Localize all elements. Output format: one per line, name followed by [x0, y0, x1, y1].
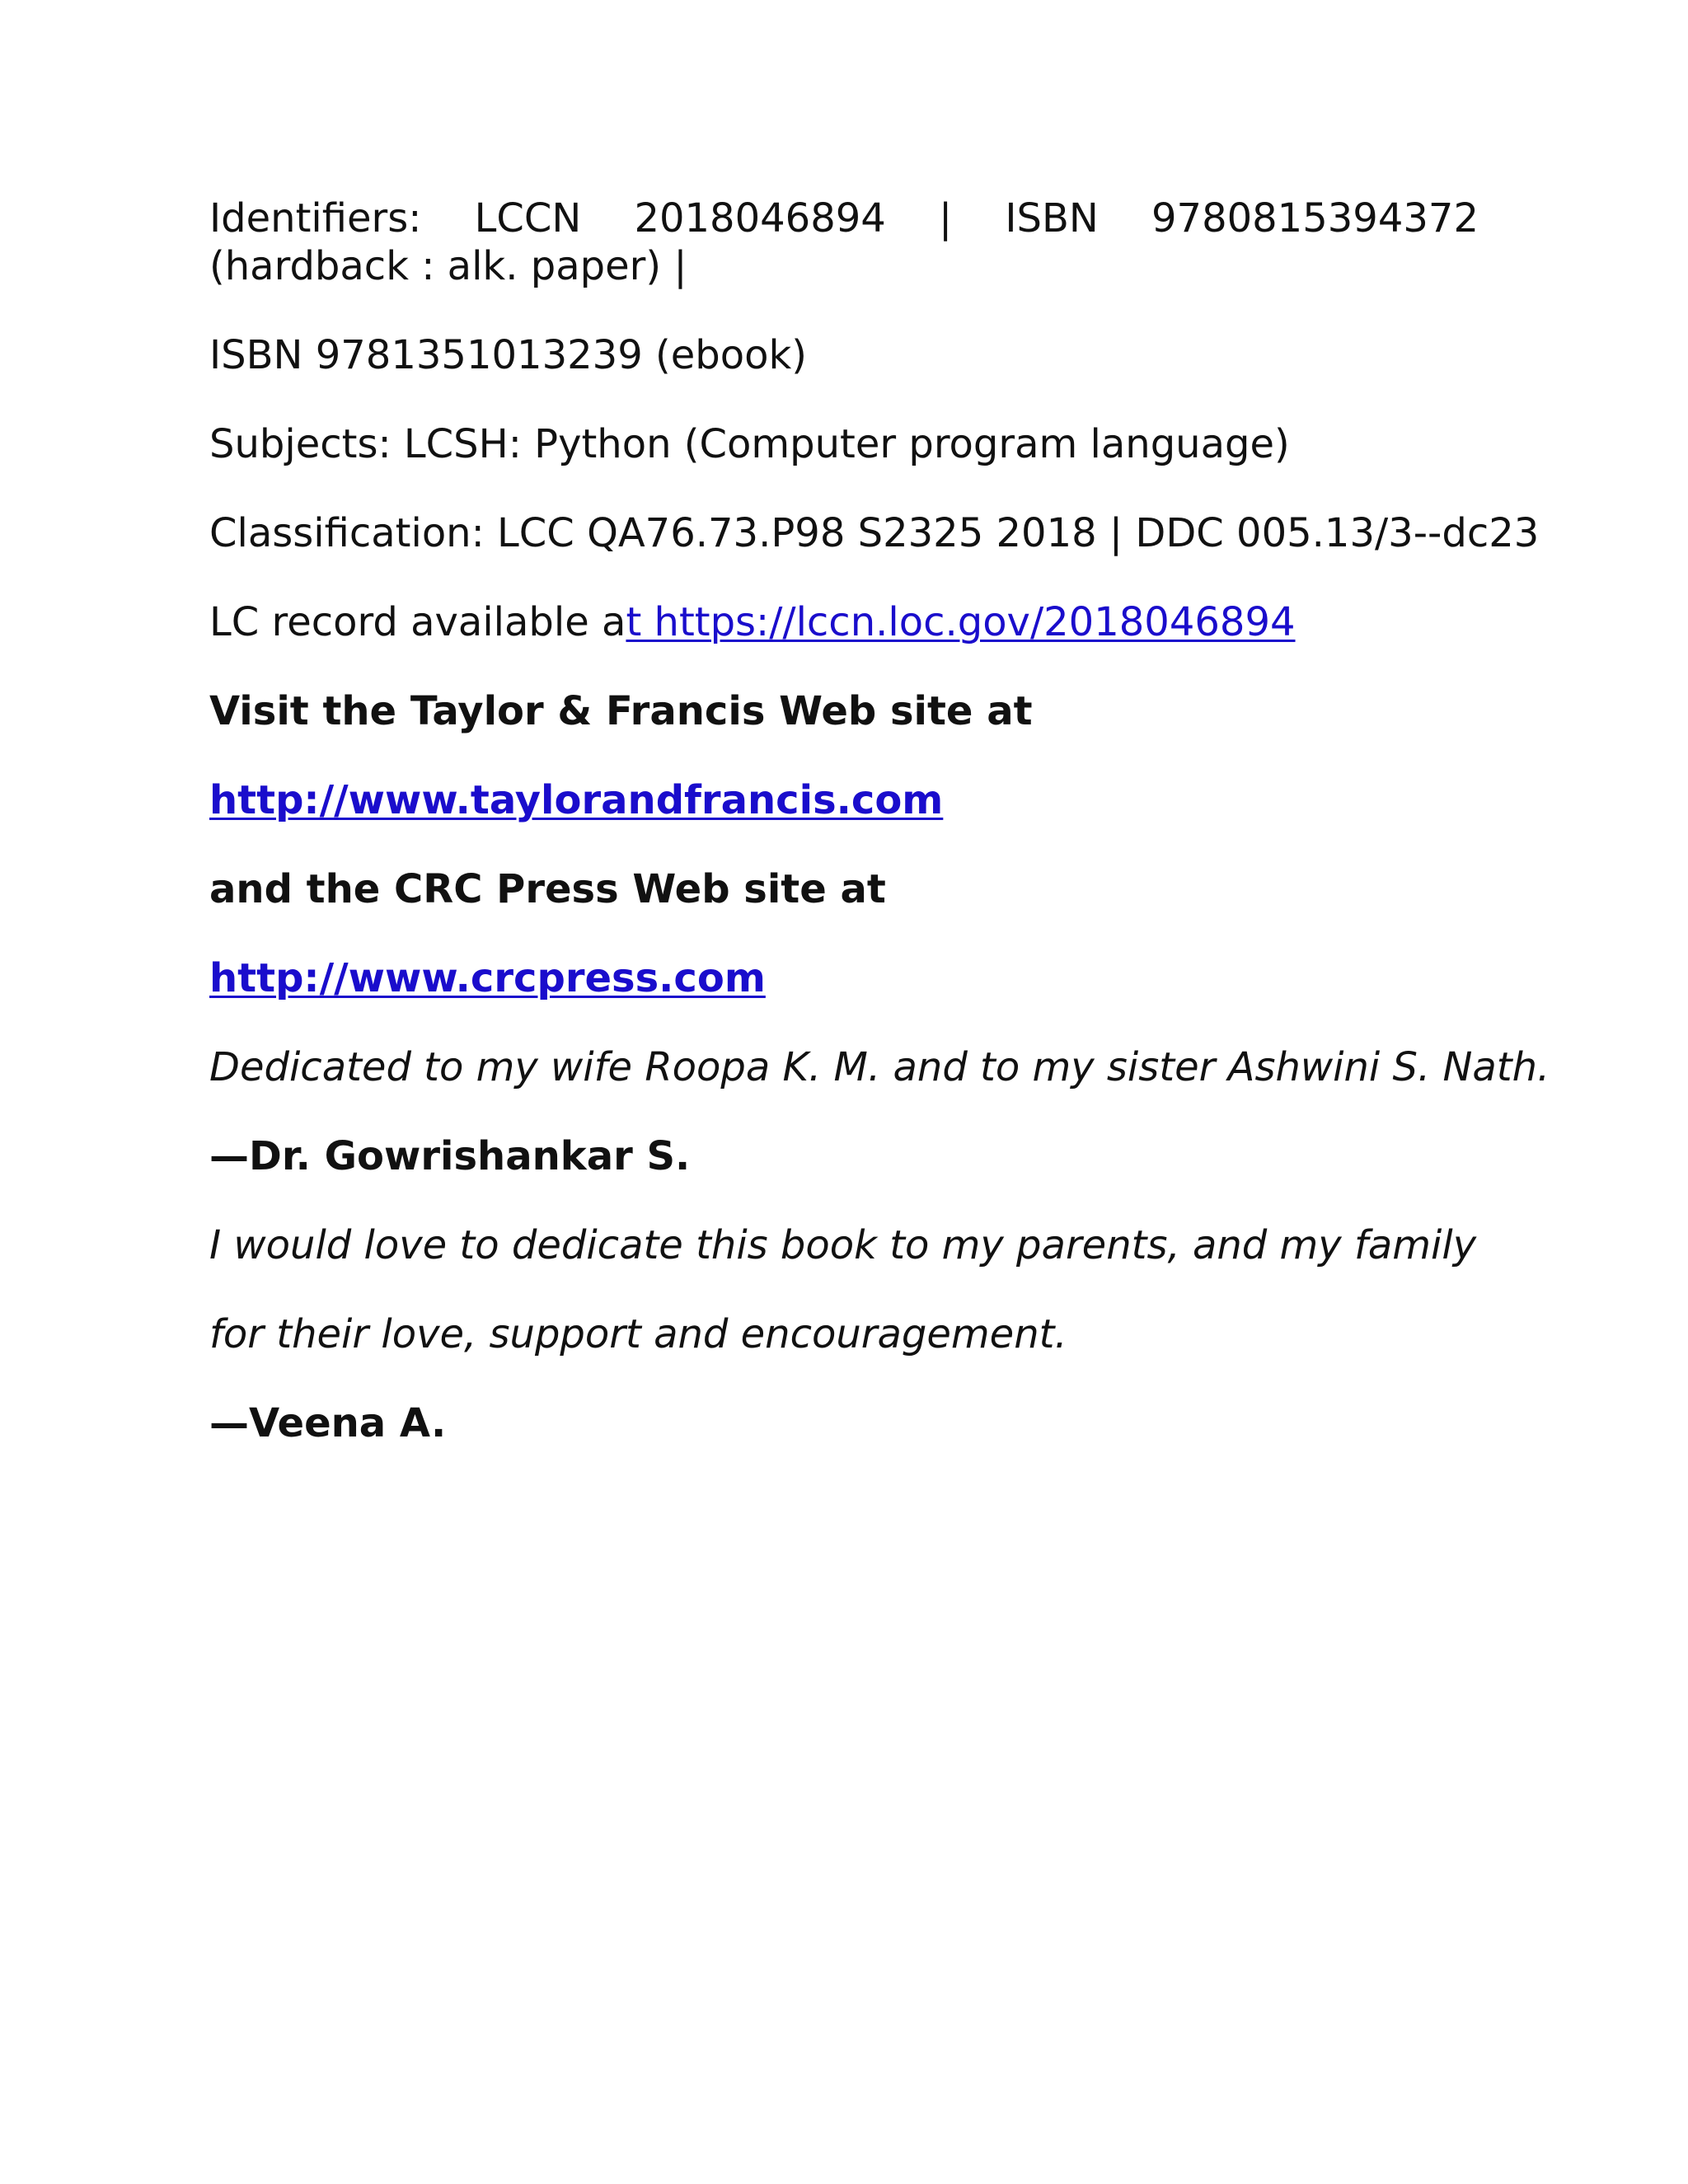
crc-press-link-line [209, 954, 1479, 1002]
crc-press-intro-text: and the CRC Press Web site at [209, 866, 886, 912]
signature-veena: —Veena A. [209, 1400, 447, 1446]
dedication-first: Dedicated to my wife Roopa K. M. and to my sister Ashwini S. Nath. [209, 1044, 1550, 1090]
subjects-text: Subjects: LCSH: Python (Computer program language) [209, 421, 1290, 467]
lc-record-prefix: LC record available a [209, 599, 626, 645]
dedication-second-line1: I would love to dedicate this book to my parents, and my family [209, 1222, 1477, 1268]
classification-text: Classification: LCC QA76.73.P98 S2325 2018 | DDC 005.13/3--dc23 [209, 510, 1540, 556]
dedication-second-line2: for their love, support and encouragement. [209, 1311, 1067, 1357]
copyright-page [209, 194, 1550, 1447]
signature-gowrishankar: —Dr. Gowrishankar S. [209, 1133, 691, 1179]
identifiers-text: Identifiers: LCCN 2018046894 | ISBN 9780815394372 (hardback : alk. paper) | [209, 195, 1479, 289]
lc-record-line [209, 598, 1479, 646]
crc-press-link[interactable]: http://www.crcpress.com [209, 955, 766, 1001]
visit-taylor-francis-text: Visit the Taylor & Francis Web site at [209, 688, 1033, 734]
isbn-ebook-text: ISBN 9781351013239 (ebook) [209, 332, 807, 378]
taylor-francis-link[interactable]: http://www.taylorandfrancis.com [209, 777, 944, 823]
taylor-francis-link-line [209, 776, 1479, 824]
lc-record-link[interactable]: t https://lccn.loc.gov/2018046894 [626, 599, 1296, 645]
